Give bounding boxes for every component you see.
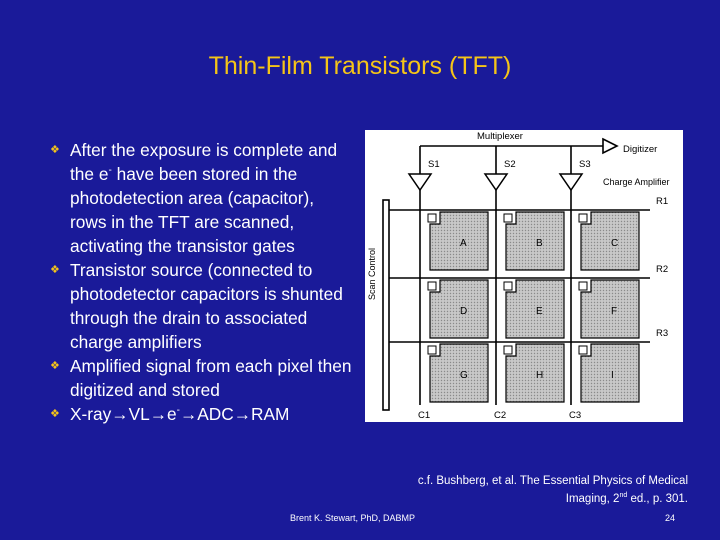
pixel-label: F [611,306,618,317]
switch-label: S3 [579,159,591,170]
multiplexer-label: Multiplexer [477,131,523,142]
bullet-item [52,402,352,426]
pixel-cell [430,212,488,270]
bullet-text-continued: have been stored in the photodetection area (capacitor), rows in the TFT are scanned, activating the transistor gates [70,164,315,256]
bullet-text-continued: →ADC→RAM [179,404,290,424]
tft-switch [504,346,512,354]
charge-amplifier-triangle [560,174,582,190]
citation-line-1: c.f. Bushberg, et al. The Essential Physics of Medical [417,475,688,487]
citation-line-2 [400,490,688,508]
pixel-cell [430,280,488,338]
charge-amplifier-triangle [409,174,431,190]
pixel-label: E [536,306,543,317]
pixel-label: A [460,238,467,249]
pixel-cell [506,212,564,270]
tft-switch [579,282,587,290]
bullet-text: Transistor source (connected to photodetector capacitors is shunted through the drain to associated charge amplifiers [70,260,343,352]
tft-switch [428,214,436,222]
pixel-cell [506,344,564,402]
bullet-item [52,258,352,354]
tft-switch [504,214,512,222]
switch-label: S2 [504,159,516,170]
citation-superscript: nd [619,492,628,500]
bullet-text: X-ray→VL→e [70,404,177,424]
bullet-item [52,354,352,402]
pixel-label: C [611,238,619,249]
charge-amplifier-triangle [485,174,507,190]
tft-circuit-svg [365,130,683,422]
diamond-bullet-icon: ❖ [50,360,60,372]
pixel-label: I [611,370,614,381]
pixel-label: H [536,370,544,381]
citation-line-2-post: ed., p. 301. [627,493,688,505]
tft-switch [504,282,512,290]
row-label: R1 [656,196,669,207]
pixel-cell [581,212,639,270]
pixel-cell [506,280,564,338]
footer-author: Brent K. Stewart, PhD, DABMP [290,513,416,523]
column-label: C2 [494,410,507,421]
tft-switch [428,346,436,354]
tft-switch [579,346,587,354]
bullet-list [52,138,352,426]
diamond-bullet-icon: ❖ [50,264,60,276]
scan-control-label: Scan Control [367,247,377,300]
switch-label: S1 [428,159,440,170]
bullet-item [52,138,352,258]
pixel-label: G [460,370,468,381]
page-number: 24 [665,513,676,523]
pixel-label: B [536,238,543,249]
tft-array-diagram [365,130,683,422]
pixel-cell [581,344,639,402]
row-label: R2 [656,264,669,275]
diamond-bullet-icon: ❖ [50,408,60,420]
charge-amplifier-label: Charge Amplifier [603,177,670,187]
column-label: C1 [418,410,431,421]
bullet-superscript: - [108,165,112,177]
column-label: C3 [569,410,582,421]
pixel-cell [581,280,639,338]
bullet-text: Amplified signal from each pixel then digitized and stored [70,356,352,400]
bullet-superscript: - [176,405,180,417]
row-label: R3 [656,328,669,339]
citation-line-2-pre: Imaging, 2 [565,493,620,505]
bullet-text: After the exposure is complete and the e [70,140,338,184]
tft-switch [428,282,436,290]
slide-title: Thin-Film Transistors (TFT) [208,52,512,80]
pixel-cell [430,344,488,402]
digitizer-label: Digitizer [623,144,658,155]
pixel-label: D [460,306,468,317]
tft-switch [579,214,587,222]
diamond-bullet-icon: ❖ [50,144,60,156]
citation [400,472,688,508]
